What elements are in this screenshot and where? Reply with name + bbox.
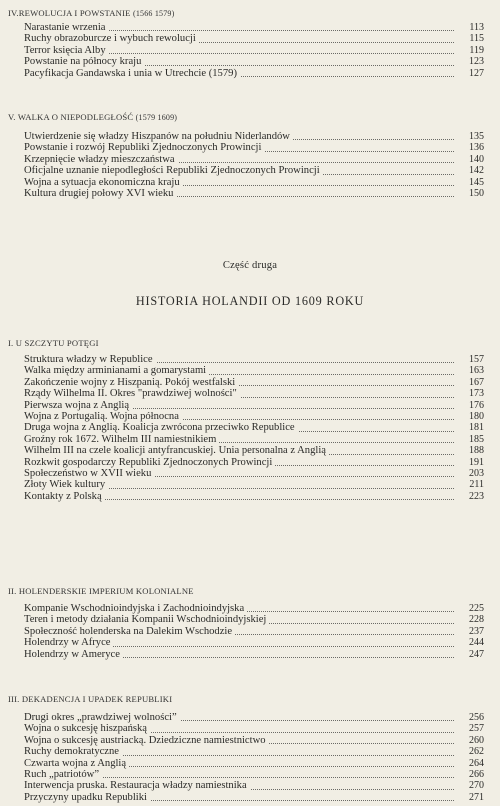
- toc-entry: [24, 45, 484, 56]
- toc-entry-page: 225: [466, 603, 484, 614]
- section-ii-title: [8, 586, 194, 596]
- toc-entry: [24, 445, 484, 456]
- toc-entry-title: Powstanie i rozwój Republiki Zjednoczonych Prowincji: [24, 142, 264, 153]
- toc-entry-title: Groźny rok 1672. Wilhelm III namiestnikiem: [24, 434, 219, 445]
- toc-entry-title: Kontakty z Polską: [24, 491, 105, 502]
- toc-entry-page: 140: [466, 154, 484, 165]
- toc-entry: [24, 637, 484, 648]
- toc-entry: [24, 68, 484, 79]
- toc-entry: [24, 491, 484, 502]
- section-v-years: (1579 1609): [135, 113, 178, 122]
- toc-entry: [24, 33, 484, 44]
- section-ii-list: [24, 603, 484, 660]
- toc-entry: [24, 603, 484, 614]
- toc-entry-page: 135: [466, 131, 484, 142]
- toc-entry-title: Wojna a sytuacja ekonomiczna kraju: [24, 177, 183, 188]
- toc-entry-title: Rozkwit gospodarczy Republiki Zjednoczonych Prowincji: [24, 457, 275, 468]
- toc-entry-page: 271: [466, 792, 484, 803]
- toc-entry-page: 145: [466, 177, 484, 188]
- toc-entry-title: Społeczeństwo w XVII wieku: [24, 468, 154, 479]
- section-v-title-text: V. WALKA O NIEPODLEGŁOŚĆ: [8, 112, 134, 122]
- toc-entry-title: Wilhelm III na czele koalicji antyfrancuskiej. Unia personalna z Anglią: [24, 445, 329, 456]
- toc-entry-title: Wojna o sukcesję austriacką. Dziedziczne namiestnictwo: [24, 735, 269, 746]
- toc-entry-title: Holendrzy w Ameryce: [24, 649, 123, 660]
- toc-entry-page: 244: [466, 637, 484, 648]
- toc-entry-title: Zakończenie wojny z Hiszpanią. Pokój westfalski: [24, 377, 238, 388]
- toc-entry-page: 237: [466, 626, 484, 637]
- toc-entry-page: 266: [466, 769, 484, 780]
- section-v-title: [8, 112, 177, 122]
- section-i-title: [8, 338, 99, 348]
- toc-entry: [24, 377, 484, 388]
- toc-entry: [24, 792, 484, 803]
- toc-entry-page: 176: [466, 400, 484, 411]
- toc-entry-page: 123: [466, 56, 484, 67]
- part-label: Część druga: [222, 260, 278, 271]
- toc-entry: [24, 780, 484, 791]
- section-i-list: [24, 354, 484, 502]
- toc-entry: [24, 434, 484, 445]
- toc-entry: [24, 649, 484, 660]
- toc-entry-title: Pacyfikacja Gandawska i unia w Utrechcie (1579): [24, 68, 240, 79]
- toc-entry: [24, 177, 484, 188]
- section-iv-years: (1566 1579): [132, 9, 175, 18]
- section-ii-title-text: II. HOLENDERSKIE IMPERIUM KOLONIALNE: [8, 586, 194, 596]
- toc-entry: [24, 614, 484, 625]
- toc-entry: [24, 411, 484, 422]
- toc-entry-page: 173: [466, 388, 484, 399]
- section-iv-title-text: IV.REWOLUCJA I POWSTANIE: [8, 8, 131, 18]
- toc-entry-page: 142: [466, 165, 484, 176]
- toc-entry-page: 136: [466, 142, 484, 153]
- toc-entry-page: 180: [466, 411, 484, 422]
- toc-entry: [24, 746, 484, 757]
- toc-entry-title: Ruch „patriotów”: [24, 769, 102, 780]
- section-v-list: [24, 131, 484, 199]
- toc-entry-title: Oficjalne uznanie niepodległości Republiki Zjednoczonych Prowincji: [24, 165, 323, 176]
- toc-entry-title: Społeczność holenderska na Dalekim Wschodzie: [24, 626, 235, 637]
- toc-entry: [24, 758, 484, 769]
- toc-entry: [24, 468, 484, 479]
- toc-entry-title: Pierwsza wojna z Anglią: [24, 400, 132, 411]
- toc-entry-page: 203: [466, 468, 484, 479]
- toc-entry: [24, 165, 484, 176]
- toc-entry-title: Krzepnięcie władzy mieszczaństwa: [24, 154, 178, 165]
- toc-entry-title: Kultura drugiej połowy XVI wieku: [24, 188, 176, 199]
- part-title: HISTORIA HOLANDII OD 1609 ROKU: [135, 294, 365, 308]
- toc-entry-page: 157: [466, 354, 484, 365]
- toc-entry: [24, 388, 484, 399]
- toc-entry-page: 115: [466, 33, 484, 44]
- toc-entry-page: 228: [466, 614, 484, 625]
- toc-entry-page: 260: [466, 735, 484, 746]
- toc-entry: [24, 56, 484, 67]
- toc-entry-title: Powstanie na północy kraju: [24, 56, 144, 67]
- toc-entry-page: 247: [466, 649, 484, 660]
- toc-entry: [24, 626, 484, 637]
- toc-entry-page: 167: [466, 377, 484, 388]
- section-i-title-text: I. U SZCZYTU POTĘGI: [8, 338, 99, 348]
- toc-entry-page: 150: [466, 188, 484, 199]
- toc-entry-title: Rządy Wilhelma II. Okres "prawdziwej wolności": [24, 388, 240, 399]
- toc-entry-title: Ruchy obrazoburcze i wybuch rewolucji: [24, 33, 199, 44]
- toc-entry-page: 211: [466, 479, 484, 490]
- toc-entry-page: 119: [466, 45, 484, 56]
- toc-entry: [24, 188, 484, 199]
- toc-entry: [24, 131, 484, 142]
- toc-entry-page: 257: [466, 723, 484, 734]
- toc-entry-title: Drugi okres „prawdziwej wolności”: [24, 712, 180, 723]
- toc-entry-page: 181: [466, 422, 484, 433]
- toc-entry: [24, 22, 484, 33]
- toc-entry: [24, 457, 484, 468]
- toc-entry-title: Wojna z Portugalią. Wojna północna: [24, 411, 182, 422]
- toc-entry-title: Teren i metody działania Kompanii Wschodnioindyjskiej: [24, 614, 269, 625]
- toc-entry-page: 223: [466, 491, 484, 502]
- toc-entry-title: Czwarta wojna z Anglią: [24, 758, 129, 769]
- toc-entry-page: 264: [466, 758, 484, 769]
- toc-entry-page: 191: [466, 457, 484, 468]
- toc-entry-page: 188: [466, 445, 484, 456]
- toc-entry-title: Druga wojna z Anglią. Koalicja zwrócona przeciwko Republice: [24, 422, 298, 433]
- toc-entry-page: 113: [466, 22, 484, 33]
- toc-entry: [24, 769, 484, 780]
- toc-entry-page: 185: [466, 434, 484, 445]
- toc-entry-title: Interwencja pruska. Restauracja władzy namiestnika: [24, 780, 250, 791]
- toc-entry: [24, 712, 484, 723]
- toc-entry-page: 256: [466, 712, 484, 723]
- section-iii-title: [8, 694, 172, 704]
- toc-entry-title: Przyczyny upadku Republiki: [24, 792, 150, 803]
- toc-entry: [24, 422, 484, 433]
- toc-entry: [24, 154, 484, 165]
- toc-entry-title: Terror księcia Alby: [24, 45, 109, 56]
- section-iii-list: [24, 712, 484, 803]
- toc-entry-title: Holendrzy w Afryce: [24, 637, 113, 648]
- toc-entry-page: 163: [466, 365, 484, 376]
- toc-entry: [24, 400, 484, 411]
- toc-entry: [24, 354, 484, 365]
- toc-entry-title: Złoty Wiek kultury: [24, 479, 108, 490]
- toc-entry-title: Ruchy demokratyczne: [24, 746, 122, 757]
- toc-entry-page: 262: [466, 746, 484, 757]
- toc-entry: [24, 479, 484, 490]
- toc-entry-title: Wojna o sukcesję hiszpańską: [24, 723, 150, 734]
- toc-entry: [24, 365, 484, 376]
- toc-entry-page: 270: [466, 780, 484, 791]
- toc-entry-page: 127: [466, 68, 484, 79]
- toc-entry-title: Struktura władzy w Republice: [24, 354, 156, 365]
- section-iv-list: [24, 22, 484, 79]
- toc-entry: [24, 723, 484, 734]
- toc-entry-title: Utwierdzenie się władzy Hiszpanów na południu Niderlandów: [24, 131, 293, 142]
- toc-entry-title: Narastanie wrzenia: [24, 22, 108, 33]
- toc-entry: [24, 735, 484, 746]
- toc-entry-title: Kompanie Wschodnioindyjska i Zachodnioindyjska: [24, 603, 247, 614]
- section-iv-title: [8, 8, 174, 18]
- toc-entry-title: Walka między arminianami a gomarystami: [24, 365, 209, 376]
- section-iii-title-text: III. DEKADENCJA I UPADEK REPUBLIKI: [8, 694, 173, 704]
- toc-entry: [24, 142, 484, 153]
